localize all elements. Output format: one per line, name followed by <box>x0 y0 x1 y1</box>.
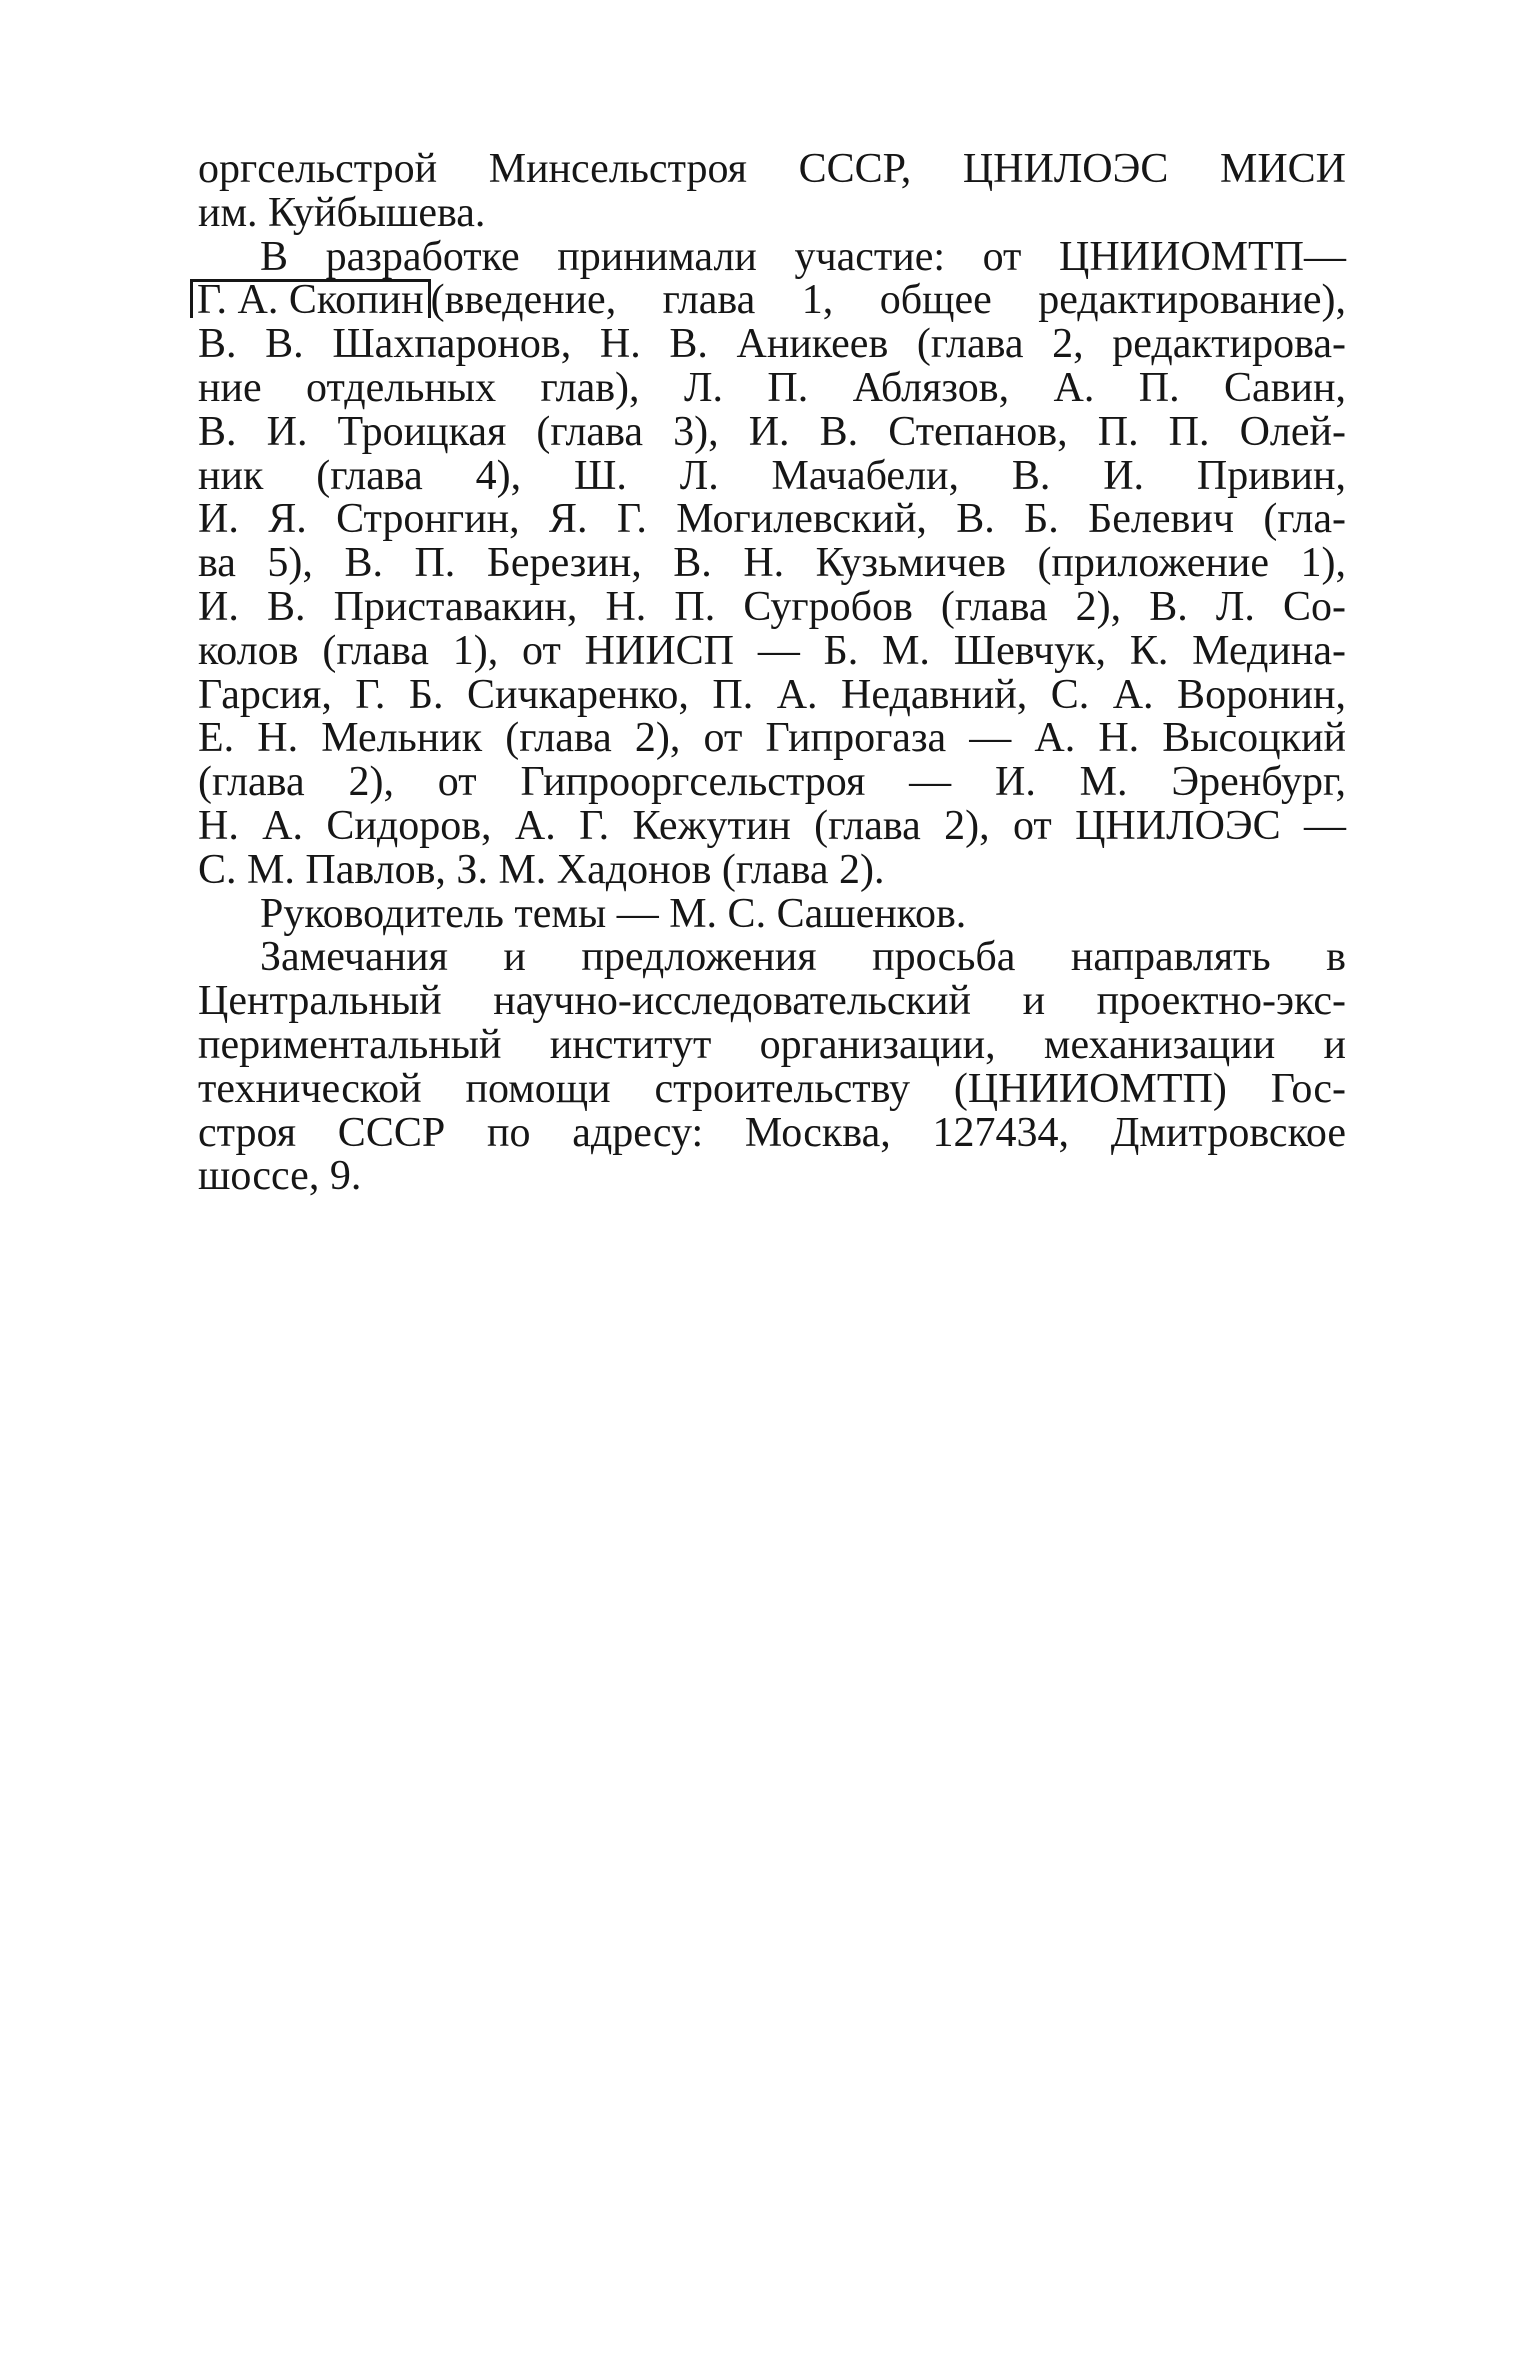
text-line: технической помощи строительству (ЦНИИОМТП) Гос- <box>198 1065 1346 1112</box>
text-line: В. И. Троицкая (глава 3), И. В. Степанов, П. П. Олей- <box>198 408 1346 455</box>
text-line: ник (глава 4), Ш. Л. Мачабели, В. И. Привин, <box>198 452 1346 499</box>
text-line: им. Куйбышева. <box>198 189 486 236</box>
text-line: (глава 2), от Гипрооргсельстроя — И. М. Эренбург, <box>198 759 1346 806</box>
text-line: строя СССР по адресу: Москва, 127434, Дмитровское <box>198 1109 1346 1156</box>
text-line-with-boxed-name <box>198 279 1346 323</box>
boxed-name: Г. А. Скопин <box>190 279 431 318</box>
text-line: Гарсия, Г. Б. Сичкаренко, П. А. Недавний, С. А. Воронин, <box>198 671 1346 718</box>
text-line: Н. А. Сидоров, А. Г. Кежутин (глава 2), от ЦНИЛОЭС — <box>198 802 1346 849</box>
text-line: периментальный институт организации, механизации и <box>198 1021 1346 1068</box>
text-line: оргсельстрой Минсельстроя СССР, ЦНИЛОЭС МИСИ <box>198 146 1346 192</box>
text-line: Е. Н. Мельник (глава 2), от Гипрогаза — А. Н. Высоцкий <box>198 715 1346 762</box>
text-line: ва 5), В. П. Березин, В. Н. Кузьмичев (приложение 1), <box>198 540 1346 587</box>
text-line: Центральный научно-исследовательский и проектно-экс- <box>198 978 1346 1025</box>
text-line: шоссе, 9. <box>198 1153 362 1200</box>
text-line: В. В. Шахпаронов, Н. В. Аникеев (глава 2, редактирова- <box>198 321 1346 368</box>
text-line-continuation: (введение, глава 1, общее редактирование), <box>430 277 1346 324</box>
text-line: Замечания и предложения просьба направлять в <box>260 934 1346 981</box>
text-line: И. В. Приставакин, Н. П. Сугробов (глава 2), В. Л. Со- <box>198 583 1346 630</box>
text-line: Руководитель темы — М. С. Сашенков. <box>260 890 967 937</box>
text-line: колов (глава 1), от НИИСП — Б. М. Шевчук, К. Медина- <box>198 627 1346 674</box>
text-line: С. М. Павлов, З. М. Хадонов (глава 2). <box>198 846 885 893</box>
document-page <box>198 148 1346 1199</box>
text-line: В разработке принимали участие: от ЦНИИОМТП— <box>260 233 1346 280</box>
text-line: ние отдельных глав), Л. П. Аблязов, А. П. Савин, <box>198 364 1346 411</box>
text-line: И. Я. Стронгин, Я. Г. Могилевский, В. Б. Белевич (гла- <box>198 496 1346 543</box>
